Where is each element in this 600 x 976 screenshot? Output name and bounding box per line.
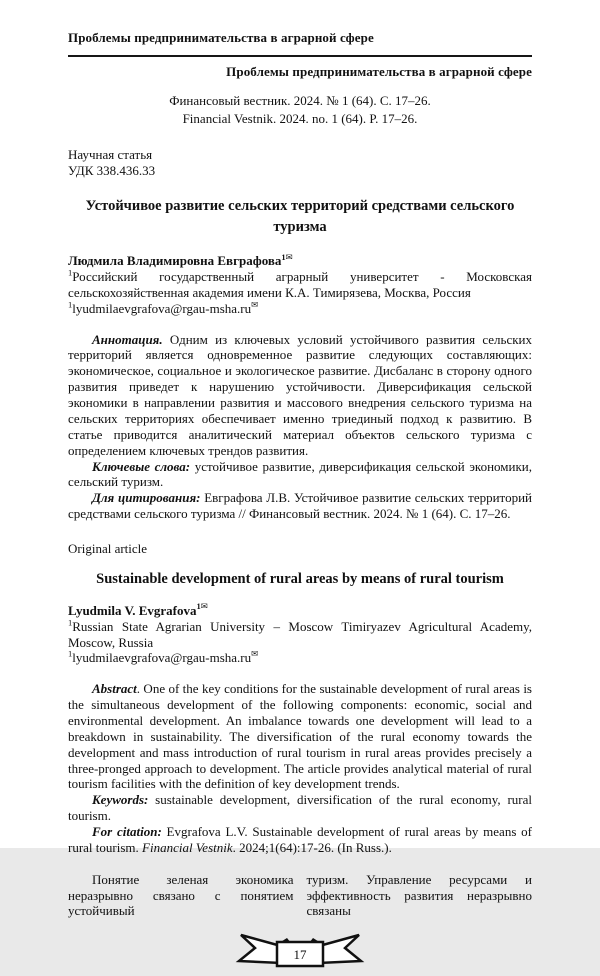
abstract-ru	[68, 332, 532, 459]
citation-en-before: Evgrafova L.V. Sustainable development of rural areas by means of rural tourism.	[68, 823, 532, 855]
running-head-right: Проблемы предпринимательства в аграрной сфере	[226, 63, 532, 79]
citation-ru-label: Для цитирования:	[92, 490, 201, 506]
citation-en	[68, 824, 532, 856]
body-column-left: Понятие зеленая экономика неразрывно связано с понятием устойчивый	[68, 871, 294, 919]
keywords-en-label: Keywords:	[92, 792, 149, 808]
email-en-sup: 1	[68, 649, 73, 660]
journal-ref-en: Financial Vestnik. 2024. no. 1 (64). P. 17–26.	[182, 110, 418, 126]
article-title-en: Sustainable development of rural areas by means of rural tourism	[96, 570, 504, 587]
page-number-ribbon	[68, 930, 532, 976]
affiliation-ru-sup: 1	[68, 267, 73, 278]
envelope-icon: ✉	[251, 300, 259, 311]
email-en	[68, 650, 532, 666]
journal-reference-block	[68, 93, 532, 127]
email-en-text: lyudmilaevgrafova@rgau-msha.ru	[72, 650, 252, 666]
keywords-en-text: sustainable development, diversification of the rural economy, rural tourism.	[68, 792, 532, 824]
keywords-ru-text: устойчивое развитие, диверсификация сельской экономики, сельский туризм.	[68, 458, 532, 490]
author-en	[68, 603, 532, 619]
abstract-en	[68, 681, 532, 792]
envelope-icon: ✉	[251, 650, 259, 661]
keywords-ru	[68, 459, 532, 491]
citation-en-journal-italic: Financial Vestnik	[142, 839, 233, 855]
author-ru	[68, 253, 532, 269]
ribbon-banner-graphic	[235, 930, 365, 976]
body-column-right: туризм. Управление ресурсами и эффективность развития неразрывно связаны	[306, 871, 532, 919]
citation-en-label: For citation:	[92, 823, 162, 839]
affiliation-en-sup: 1	[68, 617, 73, 628]
email-ru-text: lyudmilaevgrafova@rgau-msha.ru	[72, 300, 252, 316]
keywords-ru-label: Ключевые слова:	[92, 458, 191, 474]
author-ru-sup	[281, 252, 292, 262]
affiliation-ru-text: Российский государственный аграрный университет - Московская сельскохозяйственная академия имени К.А. Тимирязева, Москва, Россия	[68, 269, 532, 300]
body-columns	[68, 872, 532, 920]
author-ru-name: Людмила Владимировна Евграфова	[68, 253, 282, 269]
keywords-en	[68, 792, 532, 824]
author-en-name: Lyudmila V. Evgrafova	[68, 602, 197, 618]
article-title-ru: Устойчивое развитие сельских территорий средствами сельского туризма	[85, 198, 515, 236]
abstract-en-label: Abstract	[92, 681, 137, 697]
affiliation-en-text: Russian State Agrarian University – Moscow Timiryazev Agricultural Academy, Moscow, Russia	[68, 618, 532, 650]
abstract-ru-label: Аннотация.	[92, 331, 163, 347]
page-number: 17	[293, 947, 307, 963]
running-head-top: Проблемы предпринимательства в аграрной сфере	[68, 30, 374, 45]
email-ru	[68, 301, 532, 317]
author-en-affil-number: 1	[196, 601, 201, 612]
udc-code: УДК 338.436.33	[68, 163, 156, 179]
envelope-icon: ✉	[200, 602, 208, 613]
journal-ref-ru: Финансовый вестник. 2024. № 1 (64). С. 17–26.	[169, 92, 431, 108]
author-ru-affil-number: 1	[281, 251, 286, 262]
original-article-label: Original article	[68, 540, 148, 556]
article-meta-block	[68, 147, 532, 179]
author-en-sup	[196, 601, 207, 611]
email-ru-sup: 1	[68, 299, 73, 310]
citation-en-after: . 2024;1(64):17-26. (In Russ.).	[232, 839, 392, 855]
header-rule	[68, 55, 532, 57]
citation-ru	[68, 490, 532, 522]
article-type: Научная статья	[68, 147, 153, 163]
abstract-en-text: . One of the key conditions for the sustainable development of rural areas is the simultaneous development of the following components: economic, social and environmental development. An imbalance towards one development will lead to a breakdown in sustainability. The diversification of the rural economy towards the development and mass introduction of rural tourism in rural areas provides precisely a three-pronged approach to development. The article provides analytical material of rural tourism facilities with the definition of key development trends.	[68, 681, 532, 792]
citation-ru-text: Евграфова Л.В. Устойчивое развитие сельских территорий средствами сельского туризма // Финансовый вестник. 2024. № 1 (64). С. 17–26.	[68, 490, 532, 522]
envelope-icon: ✉	[285, 252, 293, 263]
affiliation-en	[68, 619, 532, 651]
abstract-ru-text: Одним из ключевых условий устойчивого развития сельских территорий является одновременное развитие следующих составляющих: экономическое, социальное и экологическое развитие. Дисбаланс в сторону одного развития приведет к нарушению устойчивости. Диверсификация сельской экономики в направлении развития и массового внедрения сельского туризма на сельских территориях обеспечивает именно триединый подход к развитию. В статье приводится аналитический материал объектов сельского туризма с определением ключевых трендов развития.	[68, 331, 532, 458]
affiliation-ru	[68, 269, 532, 301]
